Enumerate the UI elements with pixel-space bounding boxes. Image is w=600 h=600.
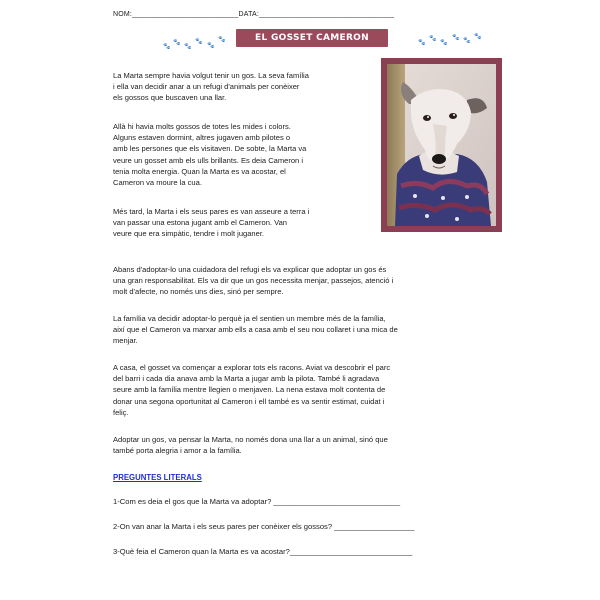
- question-1: 1-Com es deia el gos que la Marta va adoptar? ______________________________: [113, 497, 401, 506]
- paragraph-3: [113, 206, 375, 240]
- text-line: també porta alegria i amor a la família.: [113, 446, 242, 456]
- dog-photo: [387, 64, 496, 226]
- text-line: donar una segona oportunitat al Cameron i ell també es va sentir estimat, cuidat i: [113, 396, 385, 406]
- text-line: Abans d'adoptar-lo una cuidadora del refugi els va explicar que adoptar un gos és: [113, 265, 387, 274]
- paw-print-icon: 🐾: [184, 44, 192, 50]
- text-line: veure un gosset amb els ulls brillants. Es deia Cameron i: [113, 155, 304, 165]
- text-line: molt d'afecte, no només uns dies, sinó per sempre.: [113, 287, 284, 297]
- text-line: del barri i cada dia anava amb la Marta a jugar amb la pilota. També li agradava: [113, 374, 380, 384]
- paw-print-icon: 🐾: [440, 40, 448, 46]
- text-line: amb les persones que els visitaven. De sobte, la Marta va: [113, 144, 307, 154]
- section-title: PREGUNTES LITERALS: [113, 473, 202, 482]
- text-line: A casa, el gosset va començar a explorar tots els racons. Aviat va descobrir el parc: [113, 363, 391, 372]
- paw-print-icon: 🐾: [452, 35, 460, 41]
- text-line: feliç.: [113, 407, 129, 417]
- text-line: Alguns estaven dormint, altres jugaven amb pilotes o: [113, 133, 291, 143]
- name-label: NOM:: [113, 11, 133, 18]
- text-line: van passar una estona jugant amb el Cameron. Van: [113, 218, 287, 228]
- question-3: 3-Què feia el Cameron quan la Marta es va acostar?_____________________________: [113, 547, 413, 556]
- page-title: EL GOSSET CAMERON: [236, 29, 388, 47]
- paragraph-7: [113, 434, 508, 456]
- question-2: 2-On van anar la Marta i els seus pares per conèixer els gossos? ___________________: [113, 522, 415, 531]
- text-line: veure que era simpàtic, tendre i molt juganer.: [113, 229, 265, 239]
- paw-print-icon: 🐾: [429, 36, 437, 42]
- paw-print-icon: 🐾: [218, 37, 226, 43]
- text-line: els gossos que buscaven una llar.: [113, 93, 227, 103]
- name-date-header: [113, 11, 394, 18]
- paragraph-1: [113, 70, 375, 104]
- text-line: Més tard, la Marta i els seus pares es van asseure a terra i: [113, 207, 310, 216]
- text-line: La família va decidir adoptar-lo perquè ja el sentien un membre més de la família,: [113, 314, 386, 323]
- paw-print-icon: 🐾: [207, 43, 215, 49]
- text-line: La Marta sempre havia volgut tenir un gos. La seva família: [113, 71, 309, 80]
- text-line: i ella van decidir anar a un refugi d'animals per conèixer: [113, 82, 300, 92]
- dog-photo-frame: [381, 58, 502, 232]
- paragraph-4: [113, 264, 508, 298]
- text-line: una gran responsabilitat. Els va dir que un gos necessita menjar, passejos, atenció i: [113, 276, 394, 286]
- date-label: DATA:: [238, 11, 260, 18]
- text-line: així que el Cameron va marxar amb ells a casa amb el seu nou collaret i una mica de: [113, 325, 398, 335]
- paw-print-icon: 🐾: [163, 44, 171, 50]
- paw-print-icon: 🐾: [474, 34, 482, 40]
- name-line: __________________________: [132, 11, 239, 18]
- date-line: _________________________________: [259, 11, 395, 18]
- text-line: Adoptar un gos, va pensar la Marta, no només dona una llar a un animal, sinó que: [113, 435, 388, 444]
- paw-print-icon: 🐾: [195, 39, 203, 45]
- text-line: Cameron va moure la cua.: [113, 178, 202, 188]
- paragraph-2: [113, 121, 375, 188]
- paw-print-icon: 🐾: [173, 40, 181, 46]
- paragraph-5: [113, 313, 508, 347]
- text-line: tenia molta energia. Quan la Marta es va acostar, el: [113, 166, 286, 176]
- text-line: seure amb la família mentre llegien o menjaven. La nena estava molt contenta de: [113, 385, 386, 395]
- text-line: Allà hi havia molts gossos de totes les mides i colors.: [113, 122, 291, 131]
- paw-print-icon: 🐾: [463, 38, 471, 44]
- text-line: menjar.: [113, 336, 138, 346]
- paw-print-icon: 🐾: [418, 40, 426, 46]
- paragraph-6: [113, 362, 508, 418]
